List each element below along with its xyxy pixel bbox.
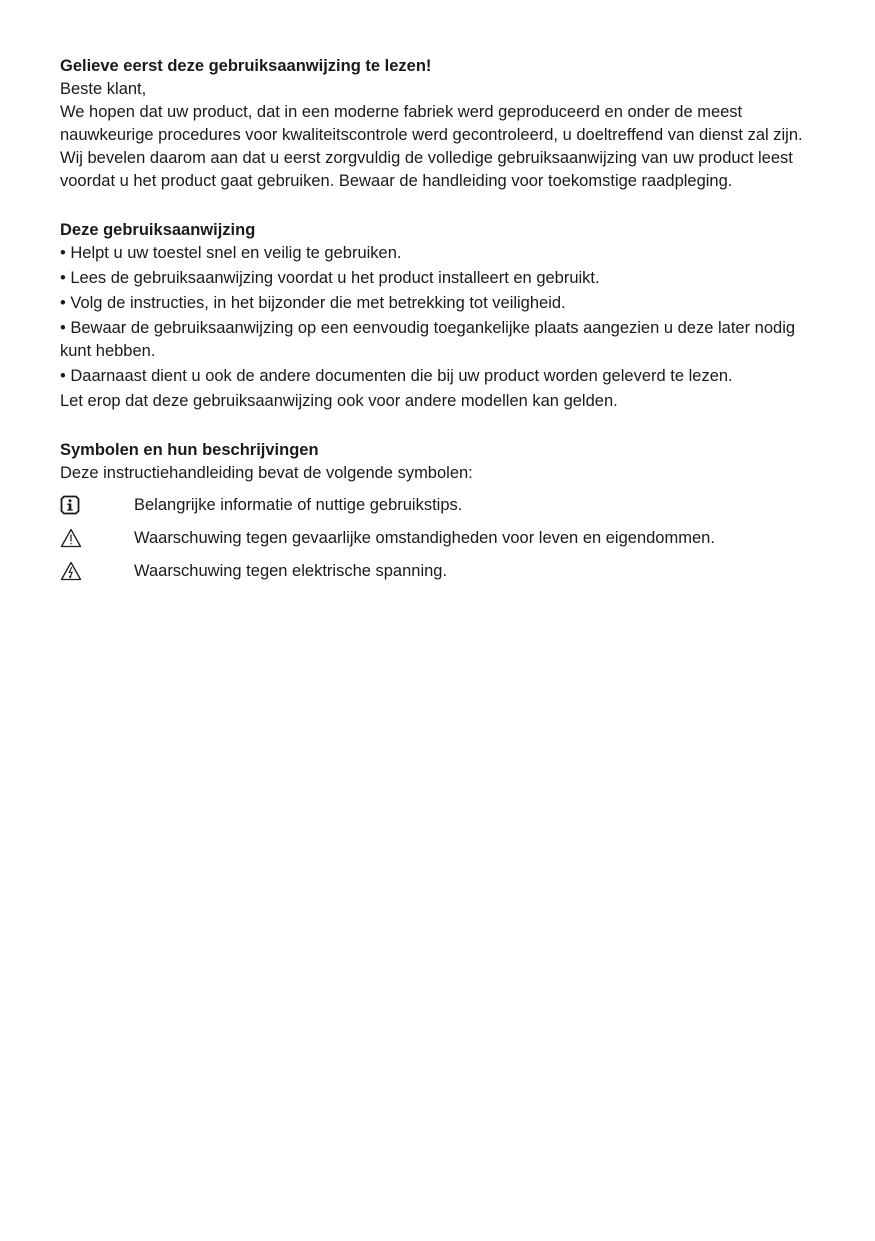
intro-paragraph-1: We hopen dat uw product, dat in een moderne fabriek werd geproduceerd en onder de meest nauwkeurige procedures voor kwaliteitscontrole werd gecontroleerd, u doeltreffend van dienst zal zijn.: [60, 103, 803, 144]
symbol-row-info: [60, 494, 820, 518]
warning-triangle-icon: [60, 527, 134, 549]
manual-bullet: • Lees de gebruiksaanwijzing voordat u het product installeert en gebruikt.: [60, 269, 600, 287]
manual-bullet: • Volg de instructies, in het bijzonder die met betrekking tot veiligheid.: [60, 294, 566, 312]
manual-heading: Deze gebruiksaanwijzing: [60, 221, 256, 239]
intro-heading: Gelieve eerst deze gebruiksaanwijzing te lezen!: [60, 57, 432, 75]
symbol-row-electrical: [60, 560, 820, 584]
symbols-heading: Symbolen en hun beschrijvingen: [60, 441, 319, 459]
section-spacer: [60, 413, 820, 439]
symbol-description: Waarschuwing tegen gevaarlijke omstandigheden voor leven en eigendommen.: [134, 529, 715, 547]
greeting: Beste klant,: [60, 80, 147, 98]
symbol-description: Belangrijke informatie of nuttige gebruikstips.: [134, 496, 463, 514]
section-spacer: [60, 193, 820, 219]
manual-bullet: • Helpt u uw toestel snel en veilig te gebruiken.: [60, 244, 402, 262]
manual-page: [60, 55, 820, 584]
symbols-intro: Deze instructiehandleiding bevat de volgende symbolen:: [60, 464, 473, 482]
manual-bullet: • Bewaar de gebruiksaanwijzing op een eenvoudig toegankelijke plaats aangezien u deze later nodig kunt hebben.: [60, 319, 796, 360]
symbol-description: Waarschuwing tegen elektrische spanning.: [134, 562, 448, 580]
manual-note: Let erop dat deze gebruiksaanwijzing ook voor andere modellen kan gelden.: [60, 392, 618, 410]
electrical-hazard-icon: [60, 560, 134, 582]
intro-paragraph-2: Wij bevelen daarom aan dat u eerst zorgvuldig de volledige gebruiksaanwijzing van uw product leest voordat u het product gaat gebruiken. Bewaar de handleiding voor toekomstige raadpleging.: [60, 149, 793, 190]
symbol-row-warning: [60, 527, 820, 551]
info-icon: [60, 494, 134, 516]
manual-bullet: • Daarnaast dient u ook de andere documenten die bij uw product worden geleverd te lezen.: [60, 367, 733, 385]
